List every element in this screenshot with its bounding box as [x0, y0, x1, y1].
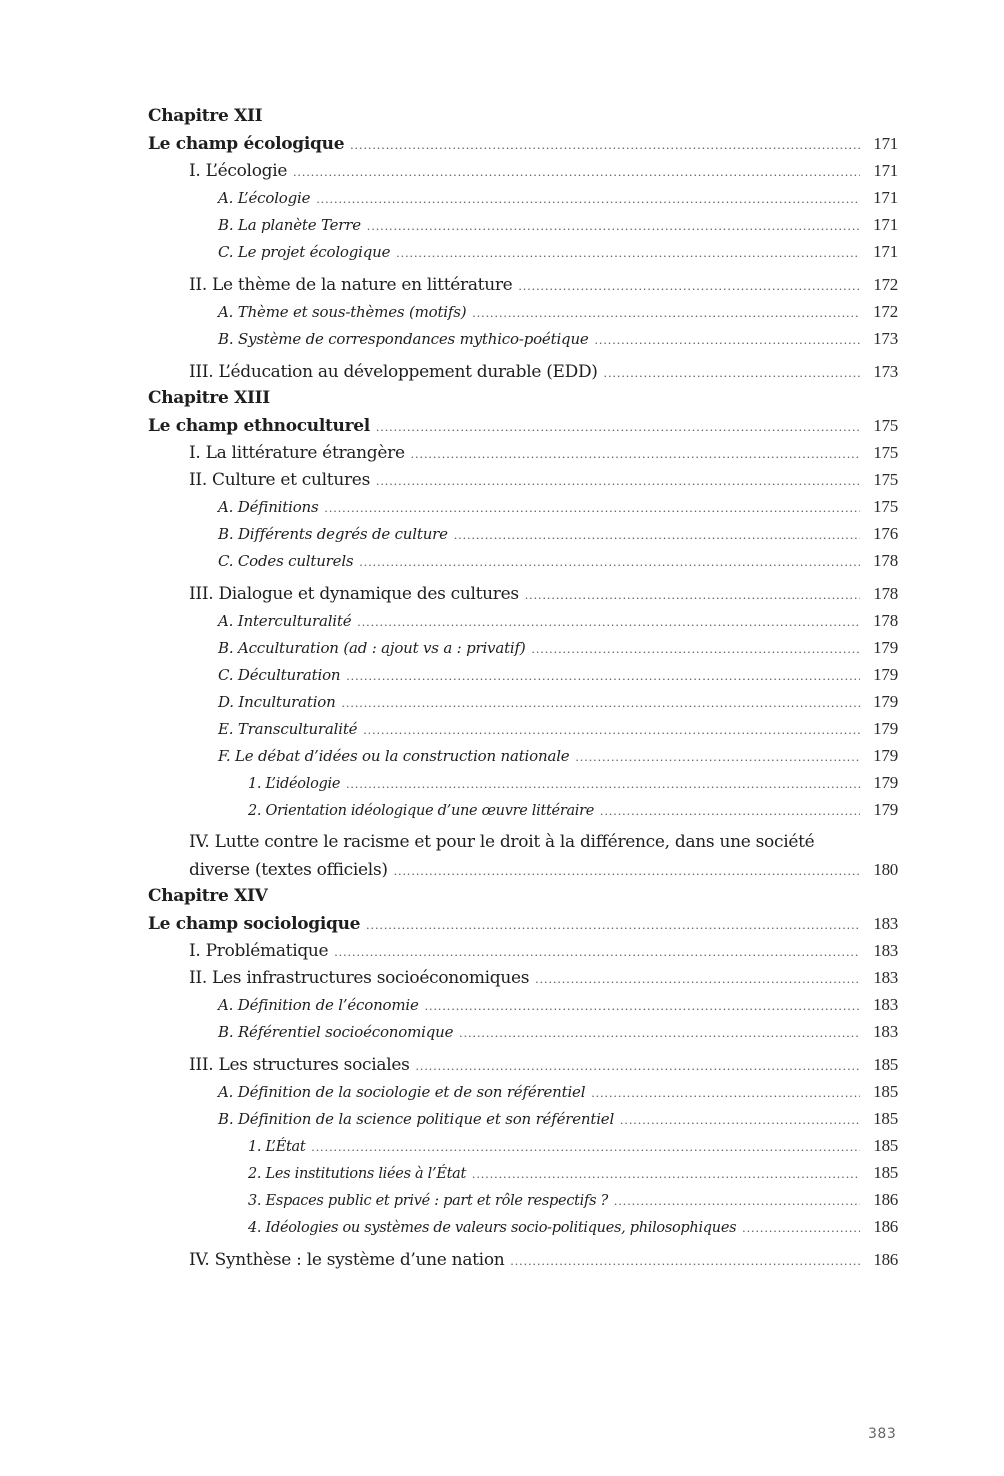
- entry-page-number: 179: [873, 773, 898, 792]
- entry-page-number: 183: [873, 968, 898, 987]
- entry-page-number: 179: [873, 746, 898, 765]
- entry-title: Le champ sociologique: [148, 911, 366, 938]
- toc-entry-section[interactable]: [148, 358, 898, 385]
- entry-title: B. Différents degrés de culture: [218, 521, 454, 548]
- entry-page-number: 179: [873, 665, 898, 684]
- entry-page-number: 183: [873, 995, 898, 1014]
- toc-entry-section[interactable]: [148, 580, 898, 607]
- toc-entry-sub[interactable]: [148, 1078, 898, 1105]
- dot-leader: [311, 1133, 860, 1160]
- dot-leader: [591, 1079, 860, 1106]
- dot-leader: [416, 1052, 860, 1079]
- entry-page-number: 178: [873, 611, 898, 630]
- chapter-block: [148, 103, 898, 385]
- entry-title: A. Définitions: [218, 494, 325, 521]
- entry-page-number: 185: [873, 1055, 898, 1074]
- dot-leader: [394, 857, 860, 884]
- entry-title: B. Référentiel socioéconomique: [218, 1019, 459, 1046]
- entry-page-number: 175: [873, 497, 898, 516]
- toc-entry-sub[interactable]: [148, 547, 898, 574]
- dot-leader: [376, 467, 860, 494]
- entry-title-line-1: IV. Lutte contre le racisme et pour le droit à la différence, dans une société: [189, 832, 815, 852]
- entry-page-number: 171: [873, 215, 898, 234]
- entry-page-number: 185: [873, 1082, 898, 1101]
- entry-page-number: 173: [873, 329, 898, 348]
- entry-title: D. Inculturation: [218, 689, 342, 716]
- toc-entry-subsub[interactable]: [148, 1213, 898, 1240]
- entry-page-number: 186: [873, 1190, 898, 1209]
- toc-entry-sub[interactable]: [148, 1018, 898, 1045]
- toc-entry-sub[interactable]: [148, 991, 898, 1018]
- toc-entry-sub[interactable]: [148, 238, 898, 265]
- toc-entry-subsub[interactable]: [148, 1132, 898, 1159]
- dot-leader: [342, 689, 860, 716]
- toc-entry-sub[interactable]: [148, 607, 898, 634]
- dot-leader: [350, 131, 860, 158]
- dot-leader: [359, 548, 860, 575]
- entry-page-number: 179: [873, 719, 898, 738]
- entry-title: Le champ ethnoculturel: [148, 413, 376, 440]
- toc-entry-sub[interactable]: [148, 688, 898, 715]
- toc-entry-sub[interactable]: [148, 661, 898, 688]
- entry-page-number: 186: [873, 1217, 898, 1236]
- dot-leader: [532, 635, 861, 662]
- dot-leader: [614, 1187, 860, 1214]
- dot-leader: [316, 185, 860, 212]
- chapter-title-entry[interactable]: [148, 130, 898, 157]
- entry-page-number: 179: [873, 638, 898, 657]
- chapter-title-entry[interactable]: [148, 910, 898, 937]
- dot-leader: [742, 1214, 860, 1241]
- entry-title: C. Le projet écologique: [218, 239, 396, 266]
- dot-leader: [510, 1247, 860, 1274]
- entry-title: A. Interculturalité: [218, 608, 357, 635]
- chapter-block: [148, 385, 898, 883]
- entry-title: 3. Espaces public et privé : part et rôle respectifs ?: [248, 1188, 614, 1215]
- entry-title: A. Définition de la sociologie et de son référentiel: [218, 1079, 591, 1106]
- toc-entry-section[interactable]: [148, 829, 898, 883]
- entry-title: II. Culture et cultures: [189, 467, 376, 494]
- entry-page-number: 171: [873, 242, 898, 261]
- entry-title: A. Définition de l’économie: [218, 992, 425, 1019]
- entry-title: diverse (textes officiels): [189, 857, 394, 884]
- chapter-label: Chapitre XIV: [148, 886, 268, 906]
- entry-title: B. Système de correspondances mythico-poétique: [218, 326, 595, 353]
- entry-title: 4. Idéologies ou systèmes de valeurs socio-politiques, philosophiques: [248, 1215, 742, 1242]
- toc-entry-sub[interactable]: [148, 715, 898, 742]
- entry-title: A. Thème et sous-thèmes (motifs): [218, 299, 472, 326]
- toc-entry-section[interactable]: [148, 964, 898, 991]
- toc-entry-section[interactable]: [148, 1246, 898, 1273]
- toc-entry-subsub[interactable]: [148, 1159, 898, 1186]
- entry-title: 2. Orientation idéologique d’une œuvre littéraire: [248, 798, 600, 825]
- entry-title: Le champ écologique: [148, 131, 350, 158]
- page-number: 383: [868, 1426, 897, 1442]
- dot-leader: [600, 797, 860, 824]
- dot-leader: [620, 1106, 860, 1133]
- dot-leader: [325, 494, 861, 521]
- chapter-label: Chapitre XIII: [148, 388, 270, 408]
- toc-entry-sub[interactable]: [148, 184, 898, 211]
- toc-entry-section[interactable]: [148, 466, 898, 493]
- entry-title: II. Le thème de la nature en littérature: [189, 272, 518, 299]
- entry-title: F. Le débat d’idées ou la construction nationale: [218, 743, 575, 770]
- toc-entry-sub[interactable]: [148, 493, 898, 520]
- entry-title: B. La planète Terre: [218, 212, 367, 239]
- entry-title: III. Dialogue et dynamique des cultures: [189, 581, 525, 608]
- entry-title: II. Les infrastructures socioéconomiques: [189, 965, 535, 992]
- entry-title: 1. L’État: [248, 1134, 311, 1161]
- dot-leader: [396, 239, 860, 266]
- entry-title: C. Déculturation: [218, 662, 346, 689]
- entry-page-number: 172: [873, 275, 898, 294]
- entry-page-number: 183: [873, 941, 898, 960]
- entry-page-number: 178: [873, 584, 898, 603]
- dot-leader: [472, 1160, 860, 1187]
- entry-title-line-2[interactable]: [148, 856, 898, 883]
- dot-leader: [472, 299, 860, 326]
- entry-title: III. Les structures sociales: [189, 1052, 416, 1079]
- entry-title: 2. Les institutions liées à l’État: [248, 1161, 472, 1188]
- dot-leader: [425, 992, 860, 1019]
- dot-leader: [454, 521, 860, 548]
- entry-title: B. Acculturation (ad : ajout vs a : privatif): [218, 635, 532, 662]
- toc-entry-subsub[interactable]: [148, 1186, 898, 1213]
- entry-title: E. Transculturalité: [218, 716, 363, 743]
- entry-page-number: 180: [873, 860, 898, 879]
- dot-leader: [535, 965, 860, 992]
- dot-leader: [604, 359, 860, 386]
- dot-leader: [346, 662, 860, 689]
- chapter-label: Chapitre XII: [148, 106, 263, 126]
- entry-title: C. Codes culturels: [218, 548, 359, 575]
- toc-entry-sub[interactable]: [148, 520, 898, 547]
- toc-entry-section[interactable]: [148, 439, 898, 466]
- toc-entry-sub[interactable]: [148, 211, 898, 238]
- entry-page-number: 171: [873, 134, 898, 153]
- toc-entry-sub[interactable]: [148, 1105, 898, 1132]
- entry-page-number: 185: [873, 1136, 898, 1155]
- entry-page-number: 175: [873, 416, 898, 435]
- toc-entry-sub[interactable]: [148, 742, 898, 769]
- entry-title: IV. Synthèse : le système d’une nation: [189, 1247, 510, 1274]
- toc-entry-section[interactable]: [148, 157, 898, 184]
- chapter-title-entry[interactable]: [148, 412, 898, 439]
- dot-leader: [575, 743, 860, 770]
- toc-entry-subsub[interactable]: [148, 796, 898, 823]
- toc-entry-sub[interactable]: [148, 634, 898, 661]
- dot-leader: [459, 1019, 860, 1046]
- toc-entry-section[interactable]: [148, 271, 898, 298]
- dot-leader: [363, 716, 860, 743]
- entry-page-number: 186: [873, 1250, 898, 1269]
- entry-title: I. L’écologie: [189, 158, 293, 185]
- dot-leader: [518, 272, 860, 299]
- dot-leader: [595, 326, 860, 353]
- dot-leader: [293, 158, 860, 185]
- entry-page-number: 172: [873, 302, 898, 321]
- entry-title: I. La littérature étrangère: [189, 440, 411, 467]
- entry-page-number: 175: [873, 470, 898, 489]
- entry-title: III. L’éducation au développement durable (EDD): [189, 359, 604, 386]
- toc-entry-section[interactable]: [148, 937, 898, 964]
- dot-leader: [334, 938, 860, 965]
- entry-page-number: 179: [873, 692, 898, 711]
- dot-leader: [525, 581, 860, 608]
- toc-entry-sub[interactable]: [148, 298, 898, 325]
- dot-leader: [346, 770, 860, 797]
- entry-page-number: 179: [873, 800, 898, 819]
- chapter-block: [148, 883, 898, 1273]
- entry-page-number: 183: [873, 914, 898, 933]
- entry-page-number: 171: [873, 188, 898, 207]
- entry-page-number: 185: [873, 1163, 898, 1182]
- dot-leader: [376, 413, 860, 440]
- entry-page-number: 183: [873, 1022, 898, 1041]
- entry-title: 1. L’idéologie: [248, 771, 346, 798]
- entry-title: I. Problématique: [189, 938, 334, 965]
- entry-page-number: 176: [873, 524, 898, 543]
- toc-entry-section[interactable]: [148, 1051, 898, 1078]
- entry-page-number: 175: [873, 443, 898, 462]
- entry-page-number: 171: [873, 161, 898, 180]
- dot-leader: [411, 440, 860, 467]
- toc-entry-sub[interactable]: [148, 325, 898, 352]
- table-of-contents: [148, 103, 898, 1273]
- toc-entry-subsub[interactable]: [148, 769, 898, 796]
- entry-page-number: 185: [873, 1109, 898, 1128]
- dot-leader: [357, 608, 860, 635]
- dot-leader: [366, 911, 860, 938]
- entry-title: A. L’écologie: [218, 185, 316, 212]
- dot-leader: [367, 212, 860, 239]
- entry-page-number: 178: [873, 551, 898, 570]
- entry-page-number: 173: [873, 362, 898, 381]
- entry-title: B. Définition de la science politique et son référentiel: [218, 1106, 620, 1133]
